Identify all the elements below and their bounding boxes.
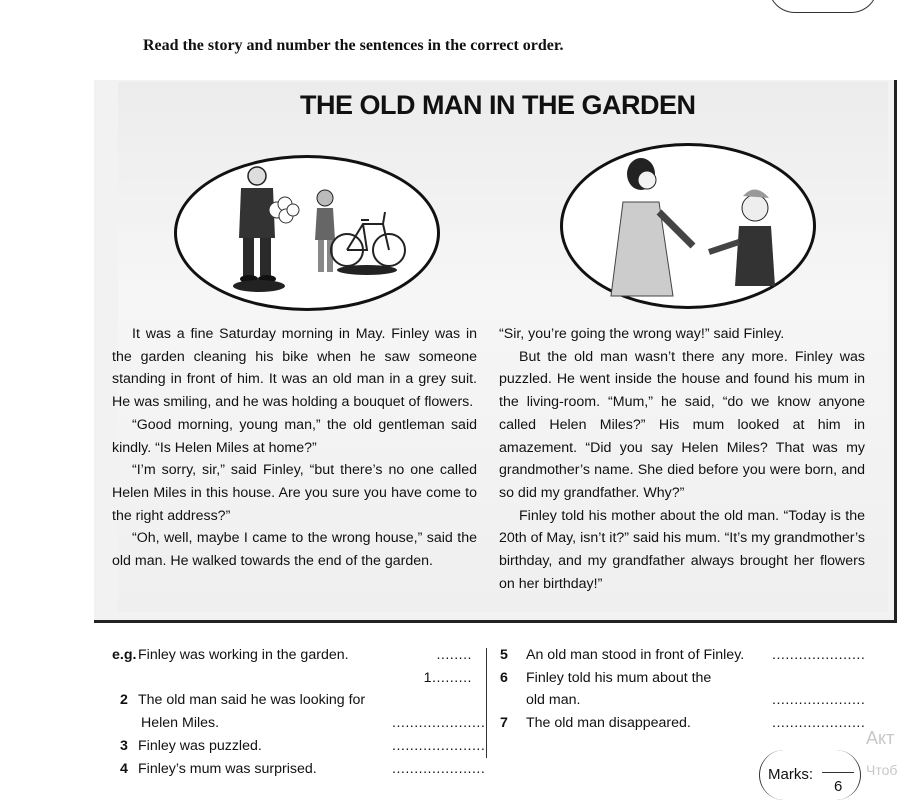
item-text: Finley was working in the garden. (138, 647, 349, 663)
item-number: e.g. (112, 647, 137, 663)
overlay-text: Чтоб (866, 762, 898, 778)
mum-finley-drawing (563, 146, 813, 306)
item-text: The old man disappeared. (526, 715, 691, 732)
oldman-bike-drawing (177, 158, 437, 308)
story-paragraph: It was a fine Saturday morning in May. Finley was in the garden cleaning his bike when he saw someone standing in front of him. It was an old man in a grey suit. He was smiling, and he was holding a bouquet of flowers. (112, 326, 477, 411)
answer-example: ........ 1......... (423, 647, 472, 686)
item-text: Finley told his mum about the (526, 669, 712, 686)
item-number: 4 (120, 760, 128, 777)
exercise-item-4 (112, 758, 486, 781)
item-text: Finley was puzzled. (138, 737, 262, 754)
item-text: Helen Miles. (141, 715, 220, 732)
exercise-item-7 (500, 712, 866, 735)
item-text: An old man stood in front of Finley. (526, 647, 745, 663)
marks-total: 6 (834, 778, 843, 795)
overlay-text: Акт (866, 728, 895, 748)
story-paragraph: “Good morning, young man,” the old gentleman said kindly. “Is Helen Miles at home?” (112, 416, 477, 456)
answer-blank[interactable]: ..................... (772, 715, 866, 732)
instruction: Read the story and number the sentences in the correct order. (143, 37, 564, 54)
story-paragraph: “I’m sorry, sir,” said Finley, “but there’s no one called Helen Miles in this house. Are you sure you have come to the right address?” (112, 462, 477, 524)
illustration-mum-finley (560, 143, 816, 309)
exercise-item-3 (112, 735, 486, 758)
answer-blank[interactable]: ..................... (772, 692, 866, 709)
answer-blank[interactable]: ..................... (392, 760, 486, 777)
marks-fraction-line (822, 762, 854, 773)
answer-blank[interactable]: ..................... (392, 737, 486, 754)
story-paragraph: Finley told his mother about the old man. “Today is the 20th of May, isn’t it?” said his mum. “It’s my grandmother’s birthday, and my grandfather always brought her flowers on her birthday!” (499, 507, 865, 592)
story-paragraph: “Sir, you’re going the wrong way!” said Finley. (499, 326, 785, 342)
story-paragraph: “Oh, well, maybe I came to the wrong house,” said the old man. He walked towards the end of the garden. (112, 530, 477, 570)
column-divider (486, 648, 487, 758)
item-text: The old man said he was looking for (138, 692, 366, 709)
answer-blank[interactable]: ..................... (392, 715, 486, 732)
story-paragraph: But the old man wasn’t there any more. Finley was puzzled. He went inside the house and found his mum in the living-room. “Mum,” he said, “do we know anyone called Helen Miles?” His mum looked at him in amazement. “Did you say Helen Miles? That was my grandmother’s name. She died before you were born, and so did my grandfather. Why?” (499, 348, 865, 501)
item-number: 6 (500, 669, 508, 686)
exercise-item-2-cont (112, 712, 486, 735)
exercise-item-2 (112, 689, 472, 712)
item-number: 7 (500, 715, 508, 732)
top-score-box (768, 0, 878, 13)
marks-label: Marks: (768, 766, 813, 783)
illustration-oldman-bike (174, 155, 440, 311)
item-text: old man. (526, 692, 581, 709)
exercise-column-right (500, 644, 866, 735)
exercise-item-6-cont (500, 689, 866, 712)
item-text: Finley’s mum was surprised. (138, 760, 317, 777)
item-number: 3 (120, 737, 128, 754)
exercise-item-5 (500, 644, 866, 667)
item-number: 5 (500, 647, 508, 663)
story-title: THE OLD MAN IN THE GARDEN (300, 90, 696, 120)
exercise-column-left (112, 644, 486, 780)
story-column-left (112, 323, 477, 573)
story-column-right (499, 323, 865, 595)
exercise-item-example (112, 644, 472, 689)
exercise-item-6 (500, 667, 852, 690)
item-number: 2 (120, 692, 128, 709)
answer-blank[interactable]: ..................... (772, 647, 866, 663)
